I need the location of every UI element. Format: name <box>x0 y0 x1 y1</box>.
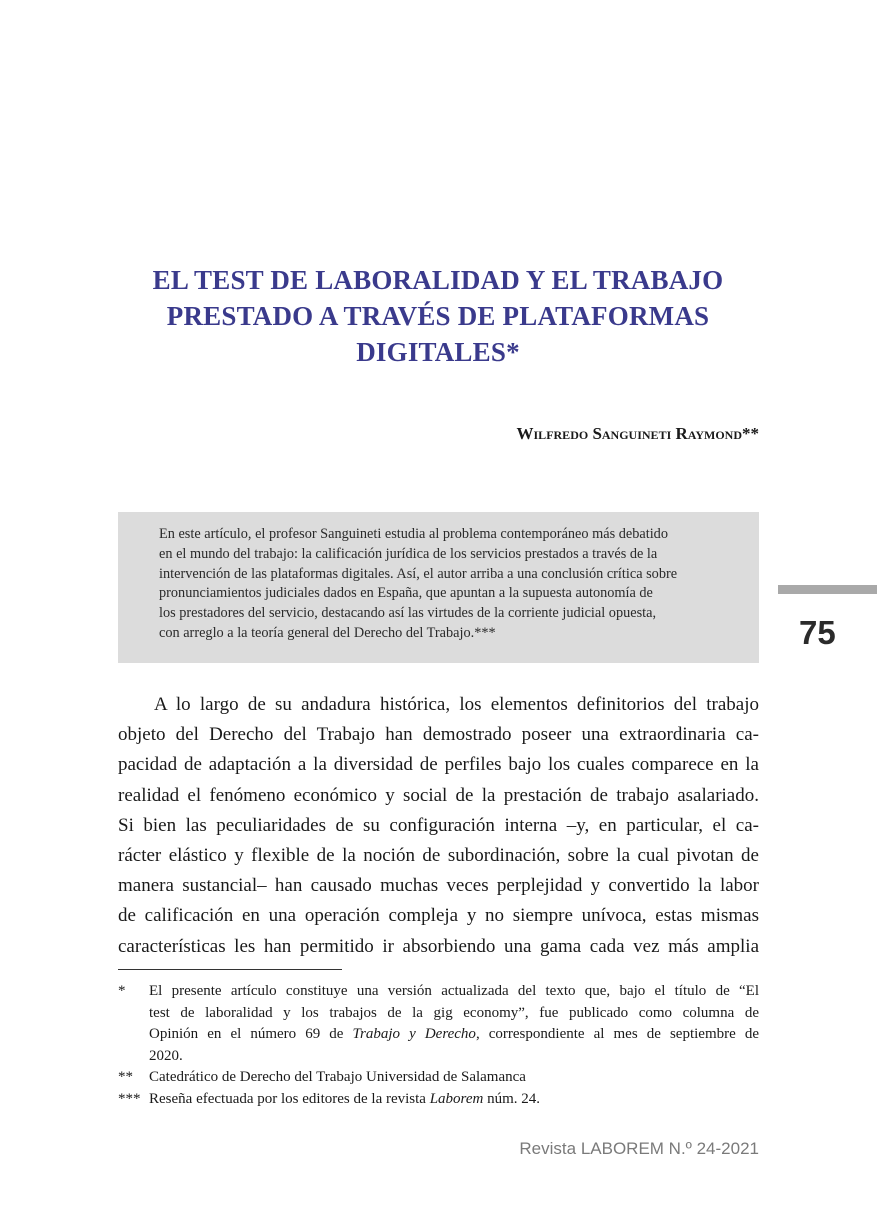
body-line: manera sustancial– han causado muchas veces perplejidad y convertido la labor <box>118 875 759 897</box>
footnote-line <box>149 1003 759 1025</box>
body-line: Si bien las peculiaridades de su configuración interna –y, en particular, el ca- <box>118 814 759 836</box>
footnote-text: Catedrático de Derecho del Trabajo Universidad de Salamanca <box>149 1069 526 1085</box>
footnote-mark: *** <box>118 1090 141 1107</box>
footnote-separator <box>118 969 342 970</box>
abstract-line: intervención de las plataformas digitales. Así, el autor arriba a una conclusión crítica sobre <box>159 565 678 582</box>
abstract-line: pronunciamientos judiciales dados en España, que apuntan a la supuesta autonomía de <box>159 585 653 602</box>
page-marker-bar <box>778 585 877 594</box>
title-line: EL TEST DE LABORALIDAD Y EL TRABAJO <box>152 265 724 295</box>
footnote-line <box>149 1089 759 1111</box>
footnote-line <box>149 981 759 1003</box>
body-line: A lo largo de su andadura histórica, los elementos definitorios del trabajo <box>154 694 759 715</box>
footnote-text: , correspondiente al mes de septiembre de <box>475 1026 759 1042</box>
body-line: de calificación en una operación compleja y no siempre unívoca, estas mismas <box>118 905 759 927</box>
journal-title: Laborem <box>429 1090 484 1107</box>
abstract-line: en el mundo del trabajo: la calificación jurídica de los servicios prestados a través de la <box>159 545 658 562</box>
abstract-box <box>118 512 759 663</box>
footnote-text: núm. 24. <box>483 1090 541 1107</box>
footnote-3 <box>118 1089 759 1111</box>
abstract-line: los prestadores del servicio, destacando así las virtudes de la corriente judicial opuesta, <box>159 605 657 622</box>
body-paragraph <box>118 690 759 962</box>
title-line: PRESTADO A TRAVÉS DE PLATAFORMAS <box>166 301 710 331</box>
running-footer: Revista LABOREM N.º 24-2021 <box>519 1139 759 1158</box>
body-line: realidad el fenómeno económico y social de la prestación de trabajo asalariado. <box>118 784 759 806</box>
footnotes <box>118 981 759 1110</box>
footnote-text: Opinión en el número 69 de <box>149 1026 353 1042</box>
body-line: pacidad de adaptación a la diversidad de perfiles bajo los cuales comparece en la <box>118 754 759 776</box>
author-name: Wilfredo Sanguineti Raymond** <box>516 424 759 443</box>
abstract-line: En este artículo, el profesor Sanguineti estudia al problema contemporáneo más debatido <box>159 526 668 542</box>
page-number: 75 <box>799 614 836 651</box>
footnote-line <box>149 1024 759 1046</box>
footnote-mark: * <box>118 983 126 999</box>
footnote-1 <box>118 981 759 1067</box>
body-line: objeto del Derecho del Trabajo han demostrado poseer una extraordinaria ca- <box>118 724 759 746</box>
title-line: DIGITALES* <box>356 337 520 367</box>
abstract-line: con arreglo a la teoría general del Derecho del Trabajo.*** <box>159 624 496 641</box>
footnote-text: 2020. <box>149 1047 183 1064</box>
journal-title: Trabajo y Derecho <box>352 1026 476 1042</box>
body-line: características les han permitido ir absorbiendo una gama cada vez más amplia <box>118 935 759 957</box>
footnote-line <box>149 1067 759 1089</box>
article-title <box>118 262 758 370</box>
footnote-text: Reseña efectuada por los editores de la revista <box>149 1090 430 1107</box>
footnote-mark: ** <box>118 1069 133 1085</box>
footnote-2 <box>118 1067 759 1089</box>
footnote-line <box>149 1046 759 1068</box>
footnote-text: test de laboralidad y los trabajos de la gig economy”, fue publicado como columna de <box>149 1004 759 1021</box>
footnote-text: El presente artículo constituye una versión actualizada del texto que, bajo el título de “El <box>149 983 759 999</box>
body-line: rácter elástico y flexible de la noción de subordinación, sobre la cual pivotan de <box>118 845 759 867</box>
